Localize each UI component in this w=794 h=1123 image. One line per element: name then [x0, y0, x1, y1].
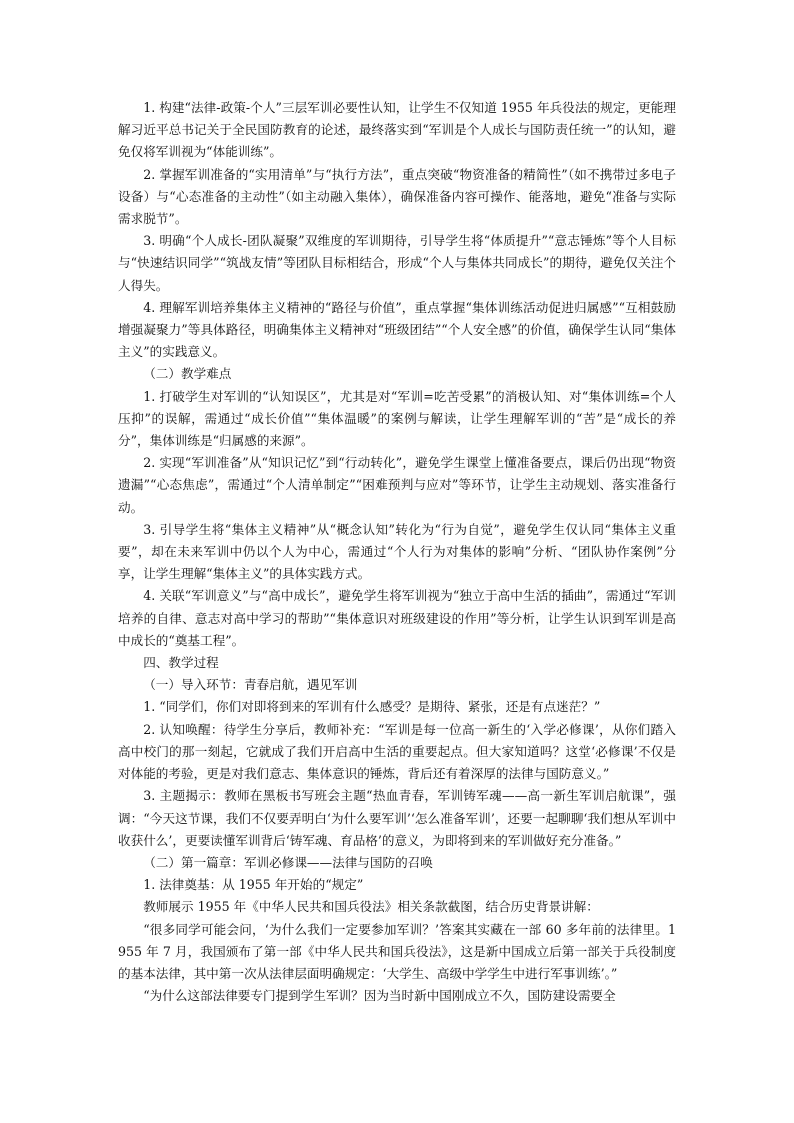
chapter-1-quote-1: “很多同学可能会问，‘为什么我们一定要参加军训？’答案其实藏在一部 60 多年前的法律里。1955 年 7 月，我国颁布了第一部《中华人民共和国兵役法》，这是新中国成立后第一部关于兵役制度的基本法律，其中第一次从法律层面明确规定：‘大学生、高级中学学生中进行军事训练’。”: [118, 921, 676, 981]
section-heading-difficulties: （二）教学难点: [143, 366, 232, 382]
difficulty-paragraph-2: 2. 实现“军训准备”从“知识记忆”到“行动转化”，避免学生课堂上懂准备要点，课后仍出现“物资遗漏”“心态焦虑”，需通过“个人清单制定”“困难预判与应对”等环节，让学生主动规划、落实准备行动。: [118, 455, 676, 515]
goal-paragraph-1: 1. 构建“法律-政策-个人”三层军训必要性认知，让学生不仅知道 1955 年兵役法的规定，更能理解习近平总书记关于全民国防教育的论述，最终落实到“军训是个人成长与国防责任统一”的认知，避免仅将军训视为“体能训练”。: [118, 100, 676, 160]
intro-paragraph-1: 1. “同学们，你们对即将到来的军训有什么感受？是期待、紧张，还是有点迷茫？”: [143, 699, 601, 715]
intro-paragraph-3: 3. 主题揭示：教师在黑板书写班会主题“热血青春，军训铸军魂——高一新生军训启航课”，强调：“今天这节课，我们不仅要弄明白‘为什么要军训’‘怎么准备军训’，还要一起聊聊‘我们想从军训中收获什么’，更要读懂军训背后‘铸军魂、育品格’的意义，为即将到来的军训做好充分准备。”: [118, 788, 676, 848]
chapter-1-paragraph-1: 教师展示 1955 年《中华人民共和国兵役法》相关条款截图，结合历史背景讲解：: [143, 899, 599, 915]
chapter-1-item-heading: 1. 法律奠基：从 1955 年开始的“规定”: [143, 877, 364, 893]
subsection-heading-chapter-1: （二）第一篇章：军训必修课——法律与国防的召唤: [143, 854, 433, 870]
section-heading-process: 四、教学过程: [143, 655, 219, 671]
difficulty-paragraph-3: 3. 引导学生将“集体主义精神”从“概念认知”转化为“行为自觉”，避免学生仅认同“集体主义重要”，却在未来军训中仍以个人为中心，需通过“个人行为对集体的影响”分析、“团队协作案例”分享，让学生理解“集体主义”的具体实践方式。: [118, 521, 676, 582]
difficulty-paragraph-1: 1. 打破学生对军训的“认知误区”，尤其是对“军训=吃苦受累”的消极认知、对“集体训练=个人压抑”的误解，需通过“成长价值”“集体温暖”的案例与解读，让学生理解军训的“苦”是“成长的养分”，集体训练是“归属感的来源”。: [118, 388, 676, 449]
goal-paragraph-4: 4. 理解军训培养集体主义精神的“路径与价值”，重点掌握“集体训练活动促进归属感”“互相鼓励增强凝聚力”等具体路径，明确集体主义精神对“班级团结”“个人安全感”的价值，确保学生认同“集体主义”的实践意义。: [118, 299, 676, 360]
document-page: [118, 97, 676, 1007]
goal-paragraph-3: 3. 明确“个人成长-团队凝聚”双维度的军训期待，引导学生将“体质提升”“意志锤炼”等个人目标与“快速结识同学”“筑战友情”等团队目标相结合，形成“个人与集体共同成长”的期待，避免仅关注个人得失。: [118, 233, 676, 293]
chapter-1-quote-2: “为什么这部法律要专门提到学生军训？因为当时新中国刚成立不久，国防建设需要全: [143, 988, 616, 1004]
intro-paragraph-2: 2. 认知唤醒：待学生分享后，教师补充：“军训是每一位高一新生的‘入学必修课’，从你们踏入高中校门的那一刻起，它就成了我们开启高中生活的重要起点。但大家知道吗？这堂‘必修课’不仅是对体能的考验，更是对我们意志、集体意识的锤炼，背后还有着深厚的法律与国防意义。”: [118, 721, 676, 782]
difficulty-paragraph-4: 4. 关联“军训意义”与“高中成长”，避免学生将军训视为“独立于高中生活的插曲”，需通过“军训培养的自律、意志对高中学习的帮助”“集体意识对班级建设的作用”等分析，让学生认识到军训是高中成长的“奠基工程”。: [118, 588, 676, 648]
subsection-heading-intro: （一）导入环节：青春启航，遇见军训: [143, 677, 358, 693]
goal-paragraph-2: 2. 掌握军训准备的“实用清单”与“执行方法”，重点突破“物资准备的精简性”（如不携带过多电子设备）与“心态准备的主动性”（如主动融入集体），确保准备内容可操作、能落地，避免“准备与实际需求脱节”。: [118, 166, 676, 227]
